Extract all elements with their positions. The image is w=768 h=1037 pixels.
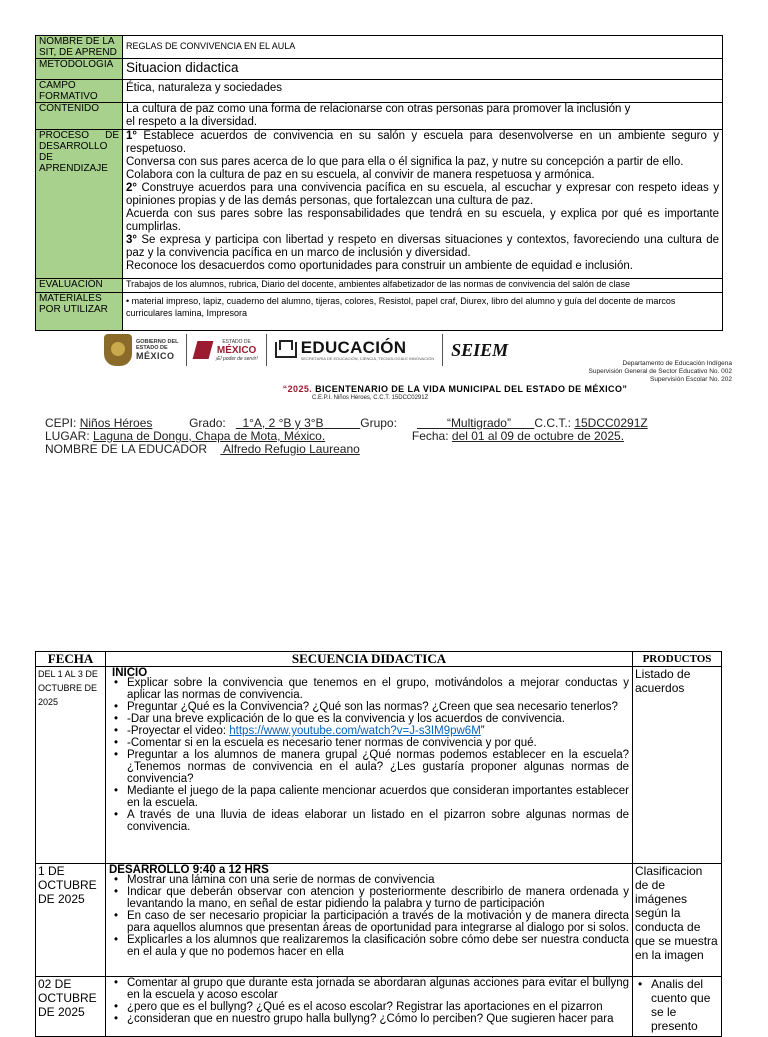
value-evaluacion: Trabajos de los alumnos, rubrica, Diario del docente, ambientes alfabetizador de las normas de convivencia del salón de clase	[123, 279, 723, 293]
header-logos	[104, 332, 544, 368]
activity-item: • -Proyectar el video: https://www.youtube.com/watch?v=J-s3IM9pw6M”	[109, 725, 629, 737]
activity-item: • Preguntar a los alumnos de manera grupal ¿Qué normas podemos establecer en la escuela? ¿Tenemos normas de convivencia en el aula? ¿Les gustaría proponer algunas normas de convivencia?	[109, 749, 629, 785]
activity-item: • Mostrar una lámina con una serie de normas de convivencia	[109, 874, 629, 886]
info-row-1: CEPI: Niños Héroes Grado: 1°A, 2 °B y 3°B Grupo: “Multigrado” C.C.T.: 15DCC0291Z	[45, 416, 648, 430]
activity-item: • Preguntar ¿Qué es la Convivencia? ¿Qué son las normas? ¿Creen que sea necesario tenerlos?	[109, 701, 629, 713]
producto-cell: Listado de acuerdos	[633, 667, 722, 864]
secuencia-cell	[106, 864, 633, 977]
activity-item: • Comentar al grupo que durante esta jornada se abordaran algunas acciones para evitar el bullyng en la escuela y acoso escolar	[109, 977, 629, 1001]
col-header-fecha: FECHA	[36, 652, 106, 667]
value-contenido: La cultura de paz como una forma de relacionarse con otras personas para promover la inclusión y el respeto a la diversidad.	[123, 103, 723, 130]
activity-list	[109, 977, 629, 1025]
planning-table	[35, 35, 723, 331]
activity-item: • Indicar que deberán observar con atencion y posteriormente describirlo de manera ordenada y levantando la mano, en señal de estar pidiendo la palabra y turno de participación	[109, 886, 629, 910]
activity-item: • ¿pero que es el bullyng? ¿Qué es el acoso escolar? Registrar las aportaciones en el pizarron	[109, 1001, 629, 1013]
stage-title: DESARROLLO 9:40 a 12 HRS	[109, 864, 269, 876]
value-metodologia: Situacion didactica	[123, 59, 723, 80]
activity-list	[109, 677, 629, 833]
school-info	[45, 417, 648, 456]
educacion-logo: EDUCACIÓN SECRETARÍA DE EDUCACIÓN, CIENCIA, TECNOLOGÍA E INNOVACIÓN	[275, 339, 434, 361]
seiem-logo: SEIEM	[451, 339, 509, 360]
label-metodologia: METODOLOGIA	[36, 59, 123, 80]
logo-divider	[266, 334, 267, 366]
sequence-row-desarrollo	[36, 864, 722, 977]
plan-row-campo	[36, 80, 723, 103]
sequence-table	[35, 651, 722, 1037]
lugar-value: Laguna de Dongu, Chapa de Mota, México.	[93, 429, 326, 443]
fecha-cell: 1 DE OCTUBRE DE 2025	[36, 864, 106, 977]
plan-row-proceso	[36, 130, 723, 279]
bicentenario-slogan: “2025. BICENTENARIO DE LA VIDA MUNICIPAL DEL ESTADO DE MÉXICO”	[282, 384, 628, 394]
coat-of-arms-icon	[104, 334, 132, 366]
producto-item: • Analis del cuento que se le presento	[635, 977, 719, 1033]
activity-item: • En caso de ser necesario propiciar la participación a través de la motivación y de manera directa para aquellos alumnos que presentan áreas de oportunidad para integrarse al dialogo por si solos.	[109, 910, 629, 934]
info-row-3: NOMBRE DE LA EDUCADOR Alfredo Refugio Laureano	[45, 442, 360, 456]
proceso-grado-3b: Reconoce los desacuerdos como oportunidades para construir un ambiente de equidad e inclusión.	[126, 260, 633, 272]
value-nombre-sit: REGLAS DE CONVIVENCIA EN EL AULA	[123, 36, 723, 59]
plan-row-materiales	[36, 293, 723, 331]
sequence-row-inicio	[36, 667, 722, 864]
fecha-value: del 01 al 09 de octubre de 2025.	[451, 429, 625, 443]
activity-item: • -Dar una breve explicación de lo que es la convivencia y los acuerdos de convivencia.	[109, 713, 629, 725]
label-contenido: CONTENIDO	[36, 103, 123, 130]
cepi-value: Niños Héroes	[79, 416, 153, 430]
plan-row-contenido	[36, 103, 723, 130]
sequence-header-row	[36, 652, 722, 667]
activity-item: • Mediante el juego de la papa caliente mencionar acuerdos que consideran importantes establecer en la escuela.	[109, 785, 629, 809]
secuencia-cell	[106, 977, 633, 1037]
value-proceso	[123, 130, 723, 279]
proceso-grado-1c: Colabora con la cultura de paz en su escuela, al convivir de manera respetuosa y armónica.	[126, 169, 595, 181]
cct-value: 15DCC0291Z	[574, 416, 648, 430]
label-proceso: PROCESO DE DESARROLLO DE APRENDIZAJE	[36, 130, 123, 279]
mexico-mark-icon	[193, 341, 214, 359]
video-link[interactable]: https://www.youtube.com/watch?v=J-s3IM9pw6M	[229, 725, 481, 737]
grado-value: 1°A, 2 °B y 3°B	[235, 416, 361, 430]
grupo-value: “Multigrado”	[416, 416, 535, 430]
logo-divider	[186, 334, 187, 366]
plan-row-metodologia	[36, 59, 723, 80]
activity-item: • ¿consideran que en nuestro grupo halla bullyng? ¿Cómo lo perciben? Que sugieren hacer para	[109, 1013, 629, 1025]
logo-divider	[442, 334, 443, 366]
value-campo-formativo: Ética, naturaleza y sociedades	[123, 80, 723, 103]
col-header-productos: PRODUCTOS	[633, 652, 722, 667]
activity-item: • A través de una lluvia de ideas elaborar un listado en el pizarron sobre algunas normas de convivencia.	[109, 809, 629, 833]
label-nombre-sit: NOMBRE DE LA SIT, DE APREND	[36, 36, 123, 59]
proceso-grado-1b: Conversa con sus pares acerca de lo que para ella o él significa la paz, y nutre su concepción a partir de ello.	[126, 156, 684, 168]
value-materiales: • material impreso, lapiz, cuaderno del alumno, tijeras, colores, Resistol, papel craf, Diurex, libro del alumno y guía del docente de marcos curriculares lamina, Impresora	[123, 293, 723, 331]
plan-row-evaluacion	[36, 279, 723, 293]
cepi-subtitle: C.E.P.I. Niños Héroes, C.C.T. 15DCC0291Z	[312, 395, 429, 401]
activity-item: • Explicar sobre la convivencia que tenemos en el grupo, motivándolos a mejorar conductas y aplicar las normas de convivencia.	[109, 677, 629, 701]
proceso-grado-3: 3° Se expresa y participa con libertad y respeto en diversas situaciones y contextos, favoreciendo una cultura de paz y la convivencia pacífica en un marco de inclusión y diversidad.	[126, 234, 719, 259]
label-campo-formativo: CAMPO FORMATIVO	[36, 80, 123, 103]
activity-item: • -Comentar si en la escuela es necesario tener normas de convivencia y por qué.	[109, 737, 629, 749]
col-header-secuencia: SECUENCIA DIDACTICA	[106, 652, 633, 667]
activity-list	[109, 874, 629, 958]
proceso-grado-2: 2° Construye acuerdos para una convivencia pacífica en su escuela, al escuchar y expresar con respeto ideas y opiniones propias y de las demás personas, que fortalezcan una cultura de paz.	[126, 182, 719, 207]
label-evaluacion: EVALUACIÓN	[36, 279, 123, 293]
department-block: Departamento de Educación Indígena Supervisión General de Sector Educativo No. 002 Supervisión Escolar No. 202	[588, 360, 732, 383]
label-materiales: MATERIALES POR UTILIZAR	[36, 293, 123, 331]
producto-cell	[633, 977, 722, 1037]
proceso-grado-1: 1° Establece acuerdos de convivencia en su salón y escuela para desenvolverse en un ambiente seguro y respetuoso.	[126, 130, 719, 155]
sequence-row-3	[36, 977, 722, 1037]
stage-title: INICIO	[112, 667, 148, 679]
producto-cell: Clasificacion de de imágenes según la conducta de que se muestra en la imagen	[633, 864, 722, 977]
gobierno-logo: GOBIERNO DEL ESTADO DE MÉXICO	[104, 334, 178, 366]
secuencia-cell	[106, 667, 633, 864]
proceso-grado-2b: Acuerda con sus pares sobre las responsabilidades que tendrá en su escuela, y explica por qué es importante cumplirlas.	[126, 208, 719, 233]
estado-mexico-logo: ESTADO DE MÉXICO ¡El poder de servir!	[195, 339, 257, 362]
plan-row-nombre	[36, 36, 723, 59]
info-row-2: LUGAR: Laguna de Dongu, Chapa de Mota, México. Fecha: del 01 al 09 de octubre de 2025.	[45, 429, 625, 443]
fecha-cell: 02 DE OCTUBRE DE 2025	[36, 977, 106, 1037]
fecha-cell: DEL 1 AL 3 DE OCTUBRE DE 2025	[36, 667, 106, 864]
school-building-icon	[275, 340, 295, 360]
activity-item: • Explicarles a los alumnos que realizaremos la clasificación sobre cómo debe ser nuestra conducta en el aula y que no podemos hacer en ella	[109, 934, 629, 958]
educadora-value: Alfredo Refugio Laureano	[220, 442, 360, 456]
